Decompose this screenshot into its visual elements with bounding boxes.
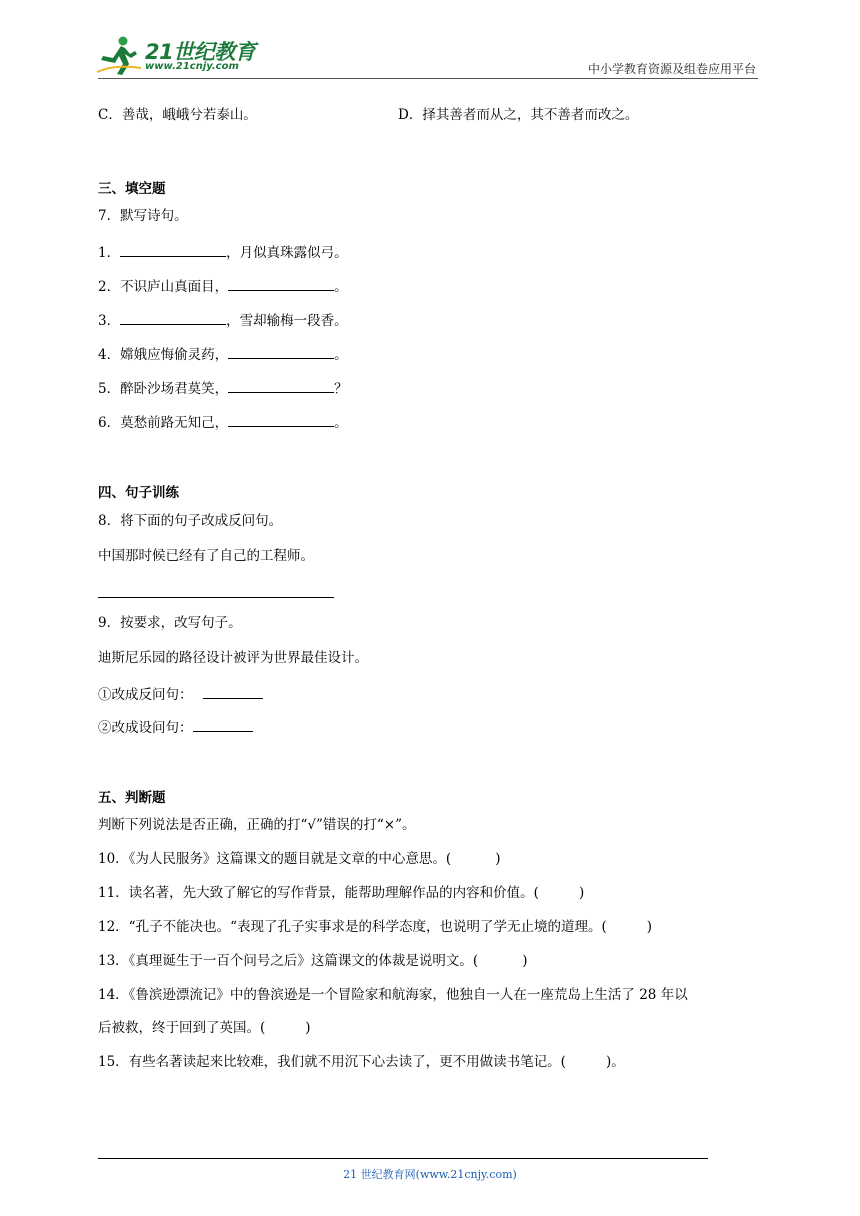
question-14-text: 后被救，终于回到了英国。( [98,1020,266,1036]
close-paren: ) [646,919,653,935]
poem-item-after: ，月似真珠露似弓。 [226,245,348,261]
poem-item-3 [98,310,348,330]
footer-divider [98,1158,708,1159]
question-10-text: 10．《为人民服务》这篇课文的题目就是文章的中心意思。( [98,851,452,867]
poem-item-after: 。 [334,279,348,295]
section-title-fill-blank: 三、填空题 [98,181,166,197]
question-14-line-2 [98,1019,311,1037]
question-11 [98,884,584,902]
answer-blank[interactable] [228,412,334,427]
question-13-text: 13．《真理诞生于一百个问号之后》这篇课文的体裁是说明文。( [98,953,479,969]
question-8: 8．将下面的句子改成反问句。 [98,513,283,529]
site-logo[interactable] [95,34,265,78]
close-paren: ) [305,1020,311,1036]
poem-item-after: 。 [334,415,348,431]
poem-item-before: 醉卧沙场君莫笑， [120,381,229,397]
close-paren: ) [495,851,501,867]
question-15 [98,1053,625,1071]
option-d: D．择其善者而从之，其不善者而改之。 [398,107,639,123]
answer-blank[interactable] [228,344,334,359]
question-11-text: 11．读名著，先大致了解它的写作背景，能帮助理解作品的内容和价值。( [98,885,539,901]
question-14-line-1: 14．《鲁滨逊漂流记》中的鲁滨逊是一个冒险家和航海家，他独自一人在一座荒岛上生活了 28 年以 [98,987,688,1003]
question-12-text: 12．“孔子不能决也。“表现了孔子实事求是的科学态度，也说明了学无止境的道理。( [98,919,607,935]
section-title-judgement: 五、判断题 [98,790,166,806]
poem-item-number: 6． [98,415,121,431]
question-7: 7．默写诗句。 [98,208,188,224]
poem-item-before: 嫦娥应悔偷灵药， [120,347,229,363]
option-c: C．善哉，峨峨兮若泰山。 [98,107,257,123]
answer-blank[interactable] [120,310,226,325]
poem-item-number: 2． [98,279,121,295]
question-8-sentence: 中国那时候已经有了自己的工程师。 [98,548,314,564]
page-header [0,0,860,80]
answer-blank[interactable] [203,684,263,699]
poem-item-after: ？ [334,381,348,397]
question-9-part-b [98,717,253,737]
close-paren: ) [522,953,528,969]
question-12 [98,918,652,936]
runner-logo-icon [95,34,143,78]
logo-url-text: www.21cnjy.com [145,61,239,72]
answer-line[interactable] [98,597,334,598]
footer-link[interactable]: 21 世纪教育网(www.21cnjy.com) [343,1168,517,1181]
answer-blank[interactable] [120,242,226,257]
question-9-sentence: 迪斯尼乐园的路径设计被评为世界最佳设计。 [98,650,368,666]
judgement-intro: 判断下列说法是否正确，正确的打“√”错误的打“×”。 [98,817,416,833]
section-title-sentence-training: 四、句子训练 [98,485,179,501]
poem-item-number: 1． [98,245,121,261]
poem-item-before: 莫愁前路无知己， [120,415,229,431]
answer-blank[interactable] [228,378,334,393]
question-13 [98,952,527,970]
question-9-part-a [98,684,263,704]
poem-item-6 [98,412,348,432]
question-15-text: 15．有些名著读起来比较难，我们就不用沉下心去读了，更不用做读书笔记。( [98,1054,566,1070]
poem-item-after: 。 [334,347,348,363]
close-paren-period: )。 [605,1054,625,1070]
question-10 [98,850,500,868]
part-b-label: ②改成设问句： [98,720,193,736]
poem-item-number: 4． [98,347,121,363]
logo-brand-text: 21世纪教育 [145,40,256,64]
close-paren: ) [578,885,585,901]
poem-item-number: 3． [98,313,121,329]
part-a-label: ①改成反问句： [98,687,193,703]
answer-blank[interactable] [193,717,253,732]
poem-item-number: 5． [98,381,121,397]
answer-blank[interactable] [228,276,334,291]
poem-item-after: ，雪却输梅一段香。 [226,313,348,329]
poem-item-5 [98,378,348,398]
question-9: 9．按要求，改写句子。 [98,615,242,631]
poem-item-1 [98,242,348,262]
poem-item-2 [98,276,348,296]
header-divider [98,78,758,79]
poem-item-4 [98,344,348,364]
poem-item-before: 不识庐山真面目， [120,279,229,295]
header-platform-text: 中小学教育资源及组卷应用平台 [587,62,756,76]
